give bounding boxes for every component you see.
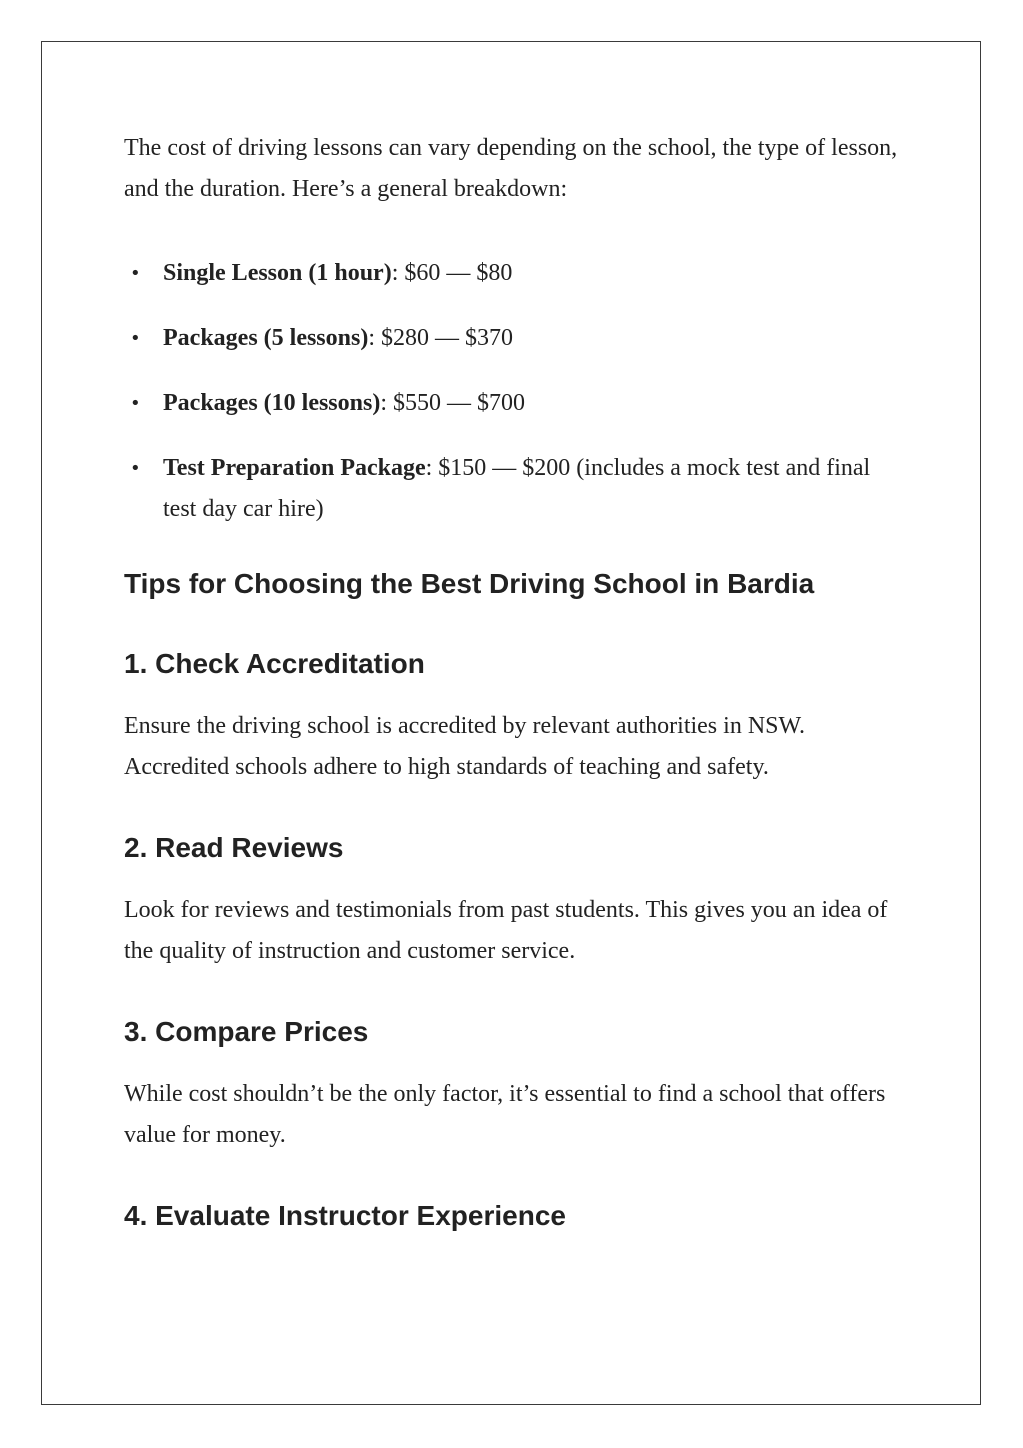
tip-heading-prices: 3. Compare Prices [124, 1016, 369, 1047]
price-item-label: Single Lesson (1 hour) [163, 260, 392, 286]
price-item-value: : $60 — $80 [391, 260, 513, 286]
document-content [124, 128, 904, 1258]
price-item-value: : $280 — $370 [368, 325, 513, 351]
price-item-value: : $150 — $200 (includes a mock test and final test day car hire) [163, 455, 871, 522]
price-item-label: Packages (10 lessons) [163, 390, 381, 416]
list-item [124, 318, 904, 359]
bullet-icon: • [130, 393, 141, 414]
bullet-icon: • [130, 458, 141, 479]
tip-body-reviews: Look for reviews and testimonials from past students. This gives you an idea of the quality of instruction and customer service. [124, 897, 888, 964]
bullet-icon: • [130, 328, 141, 349]
price-list [124, 253, 904, 530]
tip-heading-accreditation: 1. Check Accreditation [124, 648, 425, 679]
price-item-value: : $550 — $700 [380, 390, 525, 416]
bullet-icon: • [130, 263, 141, 284]
tip-body-prices: While cost shouldn’t be the only factor, it’s essential to find a school that offers value for money. [124, 1081, 886, 1148]
list-item [124, 383, 904, 424]
list-item [124, 253, 904, 294]
tips-heading: Tips for Choosing the Best Driving School in Bardia [124, 568, 815, 599]
intro-paragraph: The cost of driving lessons can vary depending on the school, the type of lesson, and the duration. Here’s a general breakdown: [124, 135, 898, 202]
tip-heading-instructor: 4. Evaluate Instructor Experience [124, 1200, 566, 1231]
list-item [124, 448, 904, 530]
tip-heading-reviews: 2. Read Reviews [124, 832, 344, 863]
price-item-label: Packages (5 lessons) [163, 325, 369, 351]
tip-body-accreditation: Ensure the driving school is accredited by relevant authorities in NSW. Accredited schools adhere to high standards of teaching and safety. [124, 713, 805, 780]
price-item-label: Test Preparation Package [163, 455, 426, 481]
